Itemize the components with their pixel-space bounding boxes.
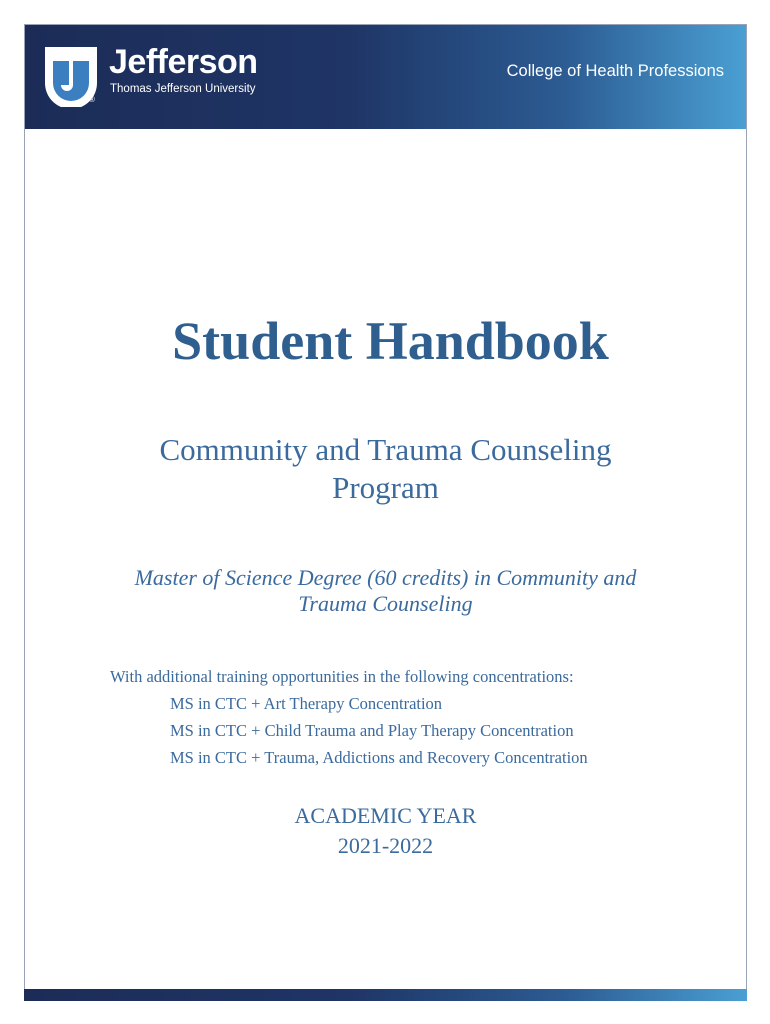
degree-line-2: Trauma Counseling	[298, 591, 473, 616]
training-intro: With additional training opportunities in the following concentrations:	[110, 667, 574, 686]
page-title: Student Handbook	[172, 311, 609, 371]
academic-year-value: 2021-2022	[337, 833, 434, 858]
registered-mark: ®	[89, 95, 95, 104]
degree-line-1: Master of Science Degree (60 credits) in Community and	[134, 565, 637, 590]
concentration-list	[110, 690, 588, 771]
degree-description	[75, 565, 696, 617]
brand-name: Jefferson	[109, 43, 258, 81]
program-name	[25, 431, 746, 507]
footer-bar	[24, 989, 747, 1001]
academic-year-label: ACADEMIC YEAR	[294, 803, 477, 828]
concentration-item: MS in CTC + Trauma, Addictions and Recovery Concentration	[170, 748, 588, 767]
program-line-1: Community and Trauma Counseling	[159, 432, 612, 467]
academic-year	[25, 801, 746, 861]
brand-subtitle: Thomas Jefferson University	[110, 83, 256, 95]
header-banner	[25, 25, 746, 129]
college-name: College of Health Professions	[506, 62, 724, 80]
training-section	[110, 663, 588, 771]
document-page	[24, 24, 747, 999]
concentration-item: MS in CTC + Art Therapy Concentration	[170, 694, 443, 713]
program-line-2: Program	[332, 470, 439, 505]
concentration-item: MS in CTC + Child Trauma and Play Therapy Concentration	[170, 721, 574, 740]
